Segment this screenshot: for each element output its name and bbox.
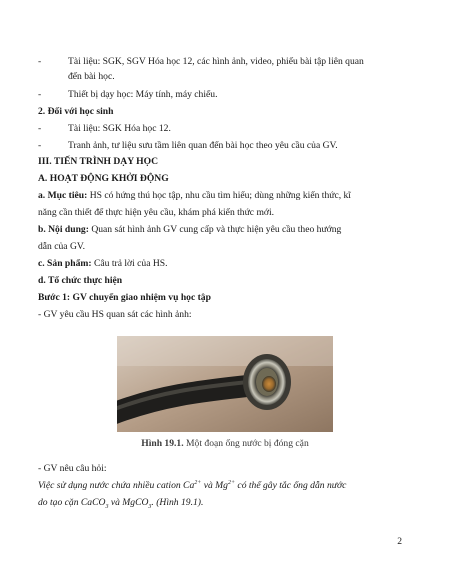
text: Việc sử dụng nước chứa nhiều cation Ca bbox=[38, 480, 195, 491]
text-line: Tranh ảnh, tư liệu sưu tầm liên quan đến bài học theo yêu cầu của GV. bbox=[68, 140, 338, 151]
text-line: năng cần thiết để thực hiện yêu cầu, khám phá kiến thức mới. bbox=[38, 207, 275, 218]
text-line: Tài liệu: SGK Hóa học 12. bbox=[68, 123, 171, 134]
caption-label: Hình 19.1. bbox=[141, 438, 184, 449]
text: và Mg bbox=[201, 480, 228, 491]
text: . (Hình 19.1). bbox=[151, 497, 204, 508]
subscript: 3 bbox=[105, 503, 109, 510]
text: HS có hứng thú học tập, nhu cầu tìm hiểu; dùng những kiến thức, kĩ bbox=[87, 190, 351, 201]
text: do tạo cặn CaCO bbox=[38, 497, 106, 508]
text-line bbox=[38, 190, 351, 202]
page-number: 2 bbox=[397, 536, 402, 547]
label: a. Mục tiêu: bbox=[38, 190, 88, 201]
text-line: đến bài học. bbox=[68, 71, 115, 82]
text-line bbox=[38, 258, 168, 270]
section-heading: III. TIẾN TRÌNH DẠY HỌC bbox=[38, 156, 159, 167]
superscript: 2+ bbox=[194, 479, 202, 486]
text-line: Tài liệu: SGK, SGV Hóa học 12, các hình ảnh, video, phiếu bài tập liên quan bbox=[68, 56, 364, 67]
figure-caption bbox=[0, 438, 450, 450]
text: và MgCO bbox=[108, 497, 149, 508]
question-line bbox=[38, 480, 346, 492]
bullet: - bbox=[38, 123, 42, 134]
bullet: - bbox=[38, 89, 42, 100]
label: c. Sản phẩm: bbox=[38, 258, 92, 269]
text: Quan sát hình ảnh GV cung cấp và thực hiện yêu cầu theo hướng bbox=[88, 224, 342, 235]
text-line: dẫn của GV. bbox=[38, 241, 85, 252]
pipe-illustration bbox=[117, 336, 333, 432]
bullet: - bbox=[38, 140, 42, 151]
text-line: - GV yêu cầu HS quan sát các hình ảnh: bbox=[38, 309, 192, 320]
superscript: 2+ bbox=[227, 479, 236, 486]
section-heading: A. HOẠT ĐỘNG KHỞI ĐỘNG bbox=[38, 173, 169, 184]
bullet: - bbox=[38, 56, 42, 67]
step-heading: Bước 1: GV chuyển giao nhiệm vụ học tập bbox=[38, 292, 211, 303]
label: b. Nội dung: bbox=[38, 224, 89, 235]
caption-text: Một đoạn ống nước bị đóng cặn bbox=[183, 438, 309, 449]
text-line: Thiết bị dạy học: Máy tính, máy chiếu. bbox=[68, 89, 218, 100]
text: có thể gây tắc ống dẫn nước bbox=[235, 480, 347, 491]
text: Câu trả lời của HS. bbox=[91, 258, 168, 269]
question-line bbox=[38, 497, 203, 509]
pipe-photo bbox=[117, 336, 333, 432]
text-line: - GV nêu câu hỏi: bbox=[38, 463, 107, 474]
section-heading: d. Tổ chức thực hiện bbox=[38, 275, 123, 286]
section-heading: 2. Đối với học sinh bbox=[38, 106, 114, 117]
text-line bbox=[38, 224, 341, 236]
subscript: 3 bbox=[148, 503, 152, 510]
